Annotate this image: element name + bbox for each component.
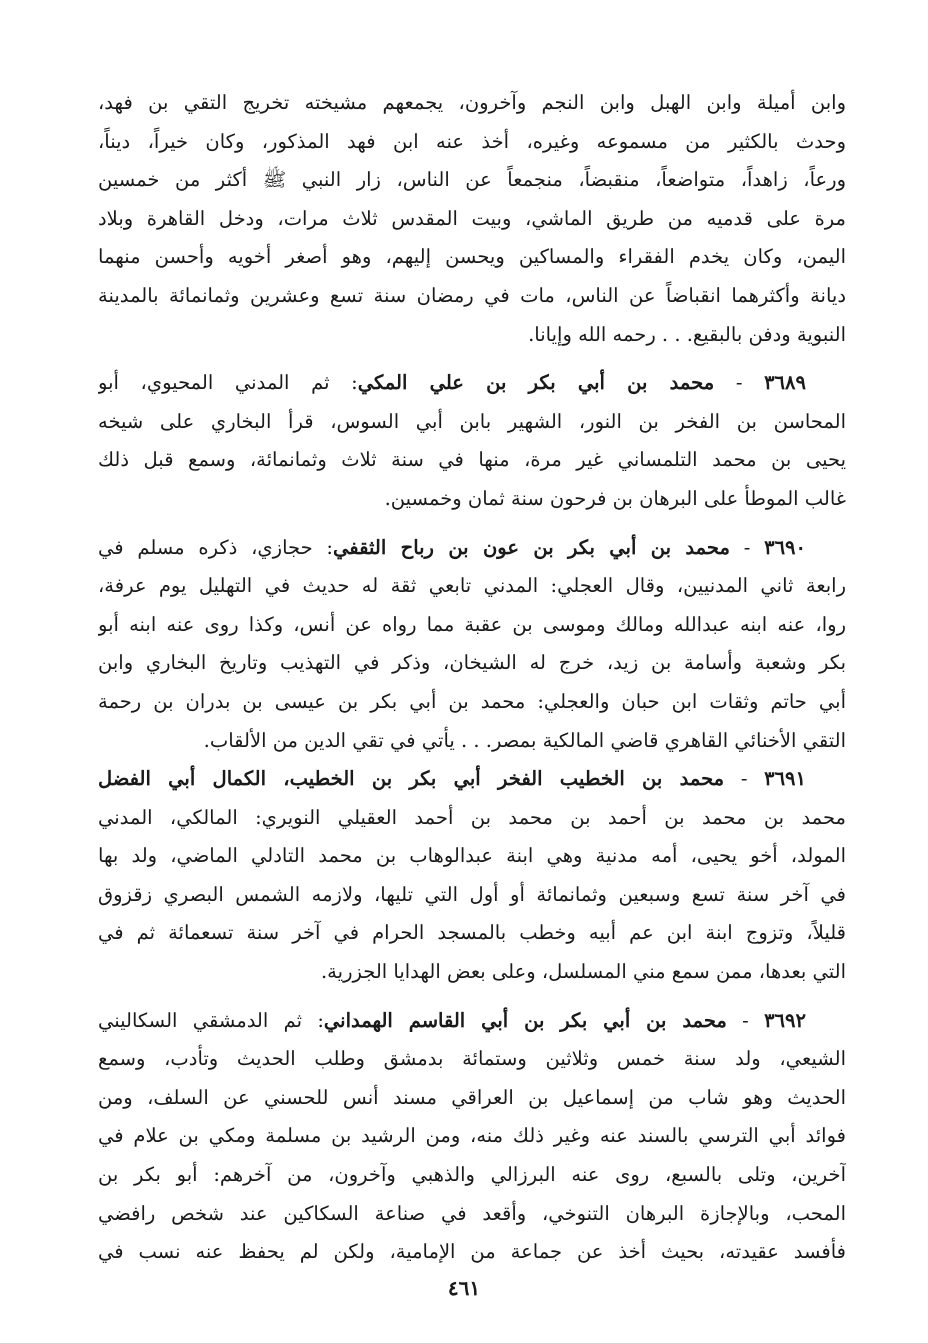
entry-3689 (98, 364, 846, 518)
entry-number: ٣٦٩٠ (764, 535, 806, 559)
text-line: محمد بن محمد بن أحمد بن محمد بن أحمد العقيلي النويري: المالكي، المدني (98, 805, 846, 829)
entry-number: ٣٦٩١ (764, 767, 806, 791)
text-line: المحاسن بن الفخر بن النور، الشهير بابن أبي السوس، قرأ البخاري على شيخه (98, 409, 846, 433)
entry-title: محمد بن أبي بكر بن علي المكي (357, 371, 715, 395)
entry-heading-line: ٣٦٨٩ - محمد بن أبي بكر بن علي المكي: ثم المدني المحيوي، أبو (98, 371, 806, 395)
text-line: روا، عنه ابنه عبدالله ومالك وموسى بن عقبة مما رواه عن أنس، وكذا روى عنه ابنه أبو (98, 612, 846, 636)
text-line: الحديث وهو شاب من إسماعيل بن العراقي مسند أنس للحسني عن السلف، ومن (98, 1085, 846, 1109)
text-line: رابعة ثاني المدنيين، وقال العجلي: المدني تابعي ثقة له حديث في التهليل يوم عرفة، (98, 574, 846, 598)
entry-number: ٣٦٨٩ (764, 371, 806, 395)
text-line: وحدث بالكثير من مسموعه وغيره، أخذ عنه ابن فهد المذكور، وكان خيراً، ديناً، (98, 129, 846, 153)
entry-number: ٣٦٩٢ (764, 1008, 806, 1032)
text-fragment: : ثم الدمشقي السكاليني (98, 1008, 324, 1032)
text-line: المولد، أخو يحيى، أمه مدنية وهي ابنة عبدالوهاب بن محمد التادلي الماضي، ولد بها (98, 844, 846, 868)
text-line: المحب، وبالإجازة البرهان التنوخي، وأقعد في صناعة السكاكين عند شخص رافضي (98, 1201, 846, 1225)
text-line: مرة على قدميه من طريق الماشي، وبيت المقدس ثلاث مرات، ودخل القاهرة وبلاد (98, 206, 846, 230)
text-line: بكر وشعبة وأسامة بن زيد، خرج له الشيخان، وذكر في التهذيب وتاريخ البخاري وابن (98, 651, 846, 675)
entry-heading-line: ٣٦٩٠ - محمد بن أبي بكر بن عون بن رباح الثقفي: حجازي، ذكره مسلم في (98, 535, 806, 559)
entry-3692 (98, 1002, 846, 1272)
text-line: التقي الأخنائي القاهري قاضي المالكية بمصر. . . يأتي في تقي الدين من الألقاب. (203, 728, 846, 752)
text-line: الشيعي، ولد سنة خمس وثلاثين وستمائة بدمشق وطلب الحديث وتأدب، وسمع (98, 1047, 846, 1071)
entry-3691 (98, 760, 846, 992)
text-line: وابن أميلة وابن الهبل وابن النجم وآخرون، يجمعهم مشيخته تخريج التقي بن فهد، (98, 91, 846, 114)
text-line: في آخر سنة تسع وسبعين وثمانمائة أو أول التي تليها، ولازمه الشمس البصري زقزوق (98, 882, 846, 906)
text-line: أبي حاتم وثقات ابن حبان والعجلي: محمد بن أبي بكر بن عيسى بن بدران بن رحمة (98, 689, 846, 713)
entry-3690 (98, 529, 846, 761)
text-line: قليلاً، وتزوج ابنة ابن عم أبيه وخطب بالمسجد الحرام في آخر سنة تسعمائة ثم في (98, 921, 846, 945)
entry-heading-line: ٣٦٩٢ - محمد بن أبي بكر بن أبي القاسم الهمداني: ثم الدمشقي السكاليني (98, 1008, 806, 1032)
entry-title: محمد بن أبي بكر بن عون بن رباح الثقفي (333, 535, 730, 559)
text-line: ديانة وأكثرهما انقباضاً عن الناس، مات في رمضان سنة تسع وعشرين وثمانمائة بالمدينة (98, 283, 846, 307)
entry-title: محمد بن أبي بكر بن أبي القاسم الهمداني (323, 1008, 727, 1032)
text-line: يحيى بن محمد التلمساني غير مرة، منها في سنة ثلاث وثمانمائة، وسمع قبل ذلك (98, 448, 846, 472)
page-body (98, 84, 846, 1272)
text-fragment: : حجازي، ذكره مسلم في (98, 535, 334, 559)
text-line: غالب الموطأ على البرهان بن فرحون سنة ثمان وخمسين. (384, 486, 846, 510)
text-line: آخرين، وتلى بالسبع، روى عنه البرزالي والذهبي وآخرون، من آخرهم: أبو بكر بن (98, 1163, 846, 1187)
entry-heading-line: ٣٦٩١ - محمد بن الخطيب الفخر أبي بكر بن الخطيب، الكمال أبي الفضل (98, 767, 806, 791)
text-line: ورعاً، زاهداً، متواضعاً، منقبضاً، منجمعاً عن الناس، زار النبي ﷺ أكثر من خمسين (98, 168, 846, 192)
text-line: اليمن، وكان يخدم الفقراء والمساكين ويحسن إليهم، وهو أصغر أخويه وأحسن منهما (98, 245, 846, 269)
page-number: ٤٦١ (447, 1276, 481, 1300)
paragraph-continuation (98, 84, 846, 354)
text-line: فوائد أبي الترسي بالسند عنه وغير ذلك منه، ومن الرشيد بن مسلمة ومكي بن علام في (98, 1124, 846, 1148)
text-line: التي بعدها، ممن سمع مني المسلسل، وعلى بعض الهدايا الجزرية. (320, 960, 846, 984)
entry-title: محمد بن الخطيب الفخر أبي بكر بن الخطيب، الكمال أبي الفضل (98, 767, 725, 791)
text-fragment: : ثم المدني المحيوي، أبو (98, 371, 358, 395)
text-line: النبوية ودفن بالبقيع. . . رحمه الله وإيانا. (528, 322, 846, 346)
text-line: فأفسد عقيدته، بحيث أخذ عن جماعة من الإمامية، ولكن لم يحفظ عنه نسب في (98, 1240, 846, 1264)
